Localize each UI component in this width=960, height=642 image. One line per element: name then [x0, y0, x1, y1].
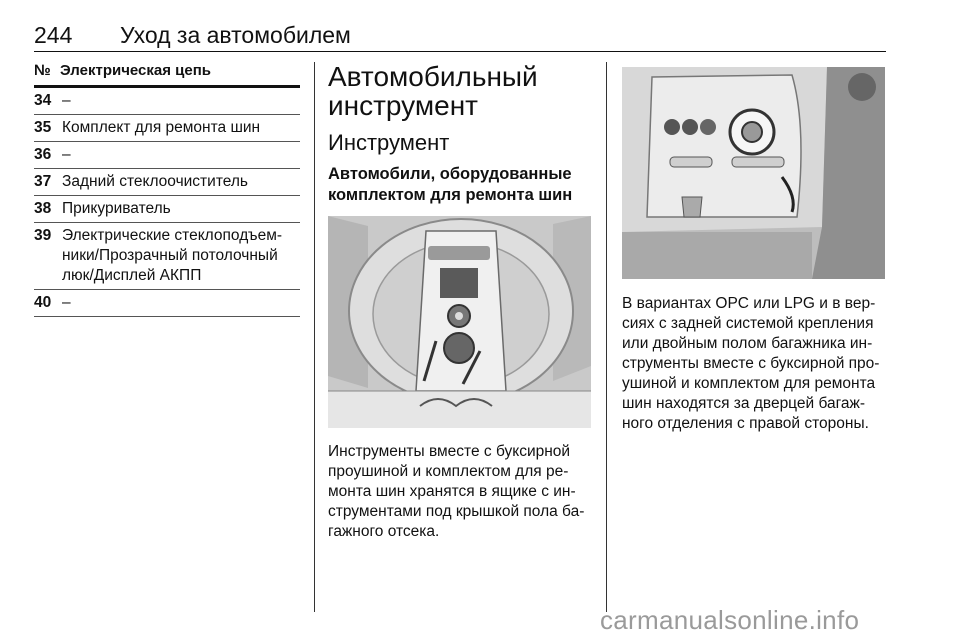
caption-line: струменты вместе с буксирной про- [622, 355, 880, 372]
fuse-number: 39 [34, 227, 52, 244]
circuit-name [62, 172, 300, 192]
caption-line: монта шин хранятся в ящике с ин- [328, 483, 576, 500]
spare-wheel-well-illustration [328, 216, 591, 428]
circuit-name-line: люк/Дисплей АКПП [62, 267, 202, 284]
watermark: carmanualsonline.info [600, 605, 860, 635]
circuit-name-line: Электрические стеклоподъем- [62, 227, 283, 244]
table-row [34, 142, 300, 169]
circuit-name [62, 293, 300, 313]
section-subheading [328, 164, 594, 206]
fuse-number: 37 [34, 173, 52, 190]
table-header [34, 62, 300, 88]
page-header [28, 22, 888, 52]
section-title [328, 62, 594, 120]
caption-line: гажного отсека. [328, 523, 440, 540]
luggage-compartment-side-illustration [622, 67, 885, 279]
circuit-name-line: Комплект для ремонта шин [62, 119, 261, 136]
column-header-circuit: Электрическая цепь [60, 62, 212, 79]
circuit-name-line: – [62, 92, 71, 109]
circuit-name [62, 145, 300, 165]
fuse-number: 36 [34, 146, 52, 163]
circuit-name-line: – [62, 146, 71, 163]
table-row [34, 196, 300, 223]
caption-line: сиях с задней системой крепления [622, 315, 874, 332]
caption-line: ного отделения с правой стороны. [622, 415, 869, 432]
subheading-line: комплектом для ремонта шин [328, 186, 573, 204]
page-title: Уход за автомобилем [120, 22, 351, 48]
fuse-number: 35 [34, 119, 52, 136]
header-rule [34, 51, 886, 52]
section-column [328, 62, 594, 206]
figure-caption-2 [622, 294, 888, 434]
circuit-name [62, 226, 300, 286]
table-row [34, 223, 300, 290]
caption-line: или двойным полом багажника ин- [622, 335, 873, 352]
circuit-name-line: Прикуриватель [62, 200, 171, 217]
fuse-number: 38 [34, 200, 52, 217]
circuit-name-line: ники/Прозрачный потолочный [62, 247, 278, 264]
fuse-number: 34 [34, 92, 52, 109]
column-header-number: № [34, 62, 51, 79]
section-title-line: инструмент [328, 90, 478, 121]
circuit-name-line: – [62, 294, 71, 311]
circuit-name [62, 118, 300, 138]
caption-line: ушиной и комплектом для ремонта [622, 375, 876, 392]
fuse-table [34, 62, 300, 317]
caption-line: шин находятся за дверцей багаж- [622, 395, 866, 412]
caption-line: струментами под крышкой пола ба- [328, 503, 585, 520]
circuit-name [62, 199, 300, 219]
table-row [34, 290, 300, 317]
subheading-line: Автомобили, оборудованные [328, 165, 572, 183]
table-row [34, 115, 300, 142]
table-row [34, 169, 300, 196]
circuit-name-line: Задний стеклоочиститель [62, 173, 248, 190]
column-divider [314, 62, 315, 612]
section-subtitle: Инструмент [328, 130, 450, 155]
table-row [34, 88, 300, 115]
fuse-number: 40 [34, 294, 52, 311]
circuit-name [62, 91, 300, 111]
column-divider [606, 62, 607, 612]
caption-line: В вариантах OPC или LPG и в вер- [622, 295, 876, 312]
caption-line: проушиной и комплектом для ре- [328, 463, 569, 480]
section-title-line: Автомобильный [328, 61, 538, 92]
caption-line: Инструменты вместе с буксирной [328, 443, 571, 460]
figure-caption-1 [328, 442, 594, 542]
page-number: 244 [34, 22, 73, 48]
table-body [34, 88, 300, 317]
